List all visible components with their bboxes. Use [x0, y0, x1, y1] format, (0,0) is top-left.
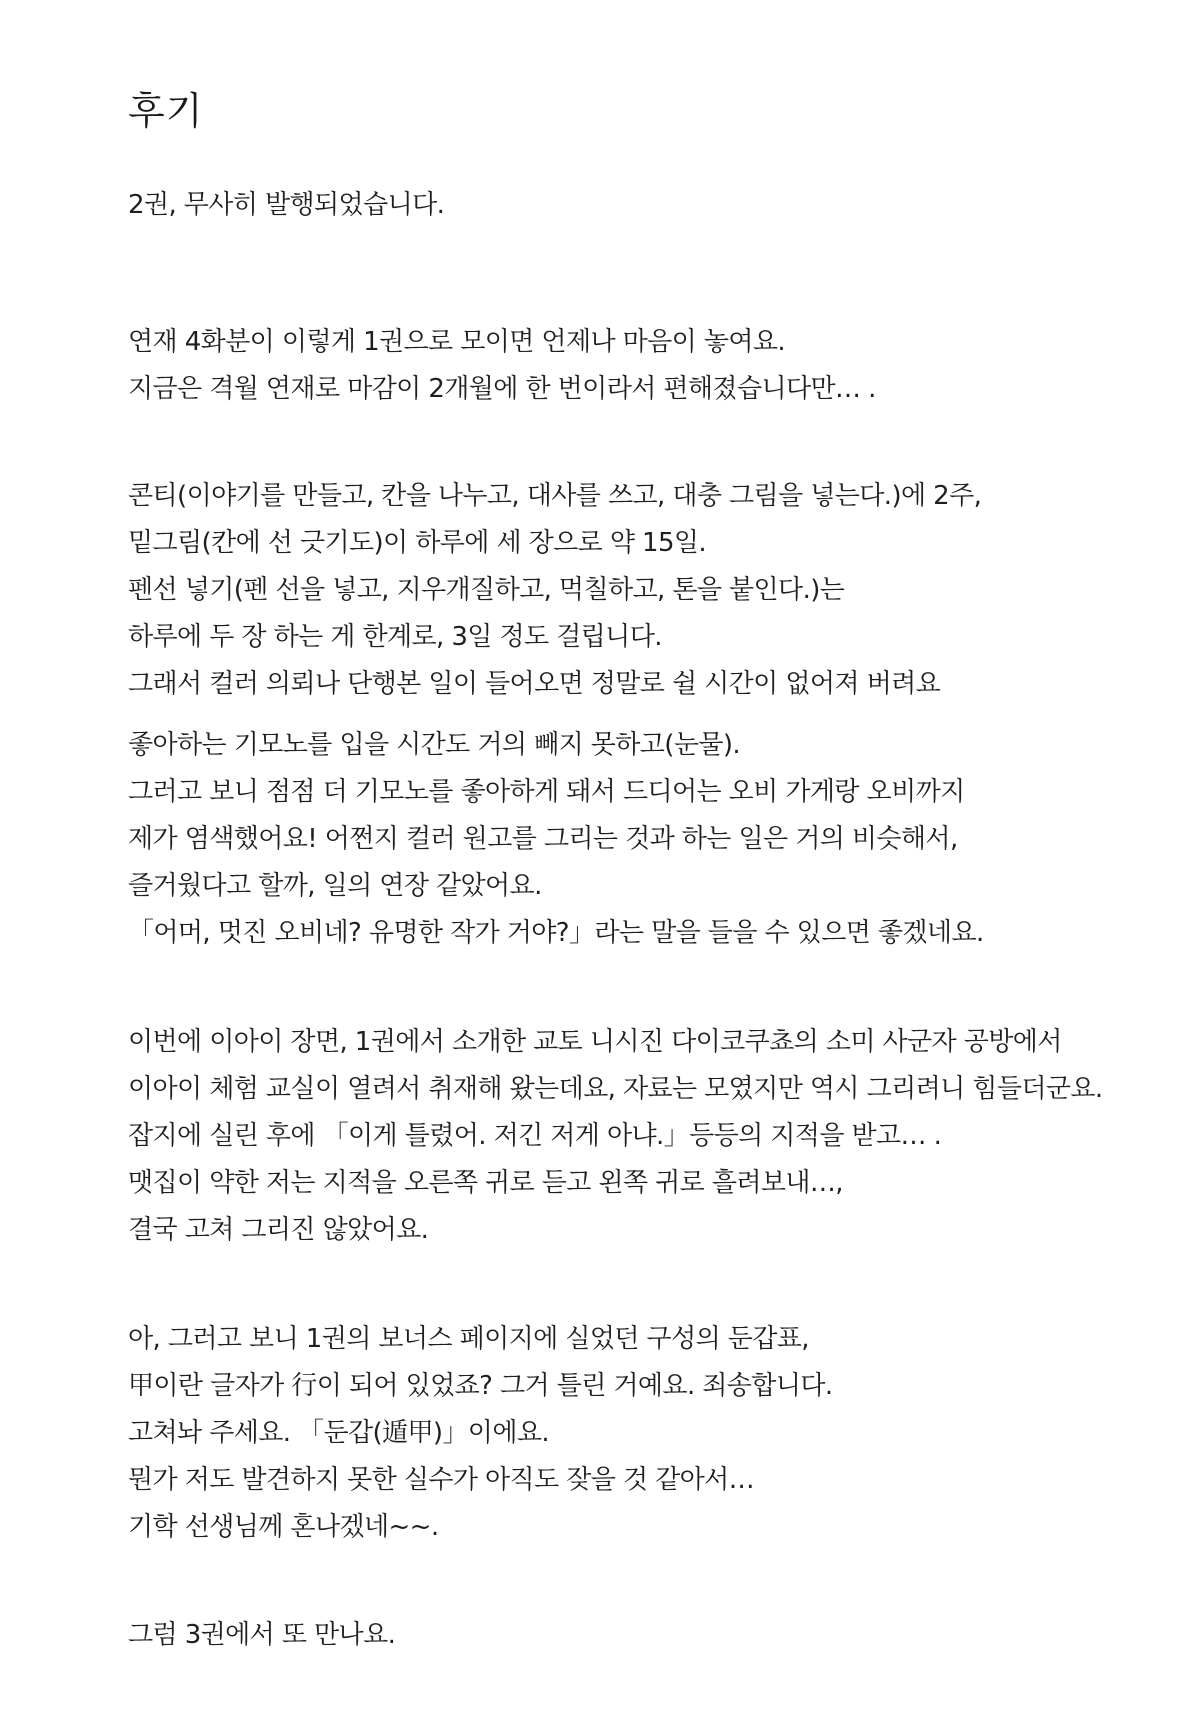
paragraph [128, 1612, 395, 1659]
text-line: 지금은 격월 연재로 마감이 2개월에 한 번이라서 편해졌습니다만… . [128, 374, 876, 404]
text-line: 하루에 두 장 하는 게 한계로, 3일 정도 걸립니다. [128, 622, 662, 652]
page-title: 후기 [128, 89, 204, 133]
text-line: 그래서 컬러 의뢰나 단행본 일이 들어오면 정말로 쉴 시간이 없어져 버려요 [128, 669, 941, 699]
text-line: 즐거웠다고 할까, 일의 연장 같았어요. [128, 871, 542, 901]
paragraph [128, 182, 444, 229]
text-line: 콘티(이야기를 만들고, 칸을 나누고, 대사를 쓰고, 대충 그림을 넣는다.)에 2주, [128, 481, 982, 511]
text-line: 뭔가 저도 발견하지 못한 실수가 아직도 잦을 것 같아서… [128, 1465, 755, 1495]
text-line: 고쳐놔 주세요. 「둔갑(遁甲)」이에요. [128, 1418, 550, 1448]
text-line: 甲이란 글자가 行이 되어 있었죠? 그거 틀린 거예요. 죄송합니다. [128, 1371, 833, 1401]
text-line: 연재 4화분이 이렇게 1권으로 모이면 언제나 마음이 놓여요. [128, 327, 786, 357]
text-line: 이번에 이아이 장면, 1권에서 소개한 교토 니시진 다이코쿠쵸의 소미 사군자 공방에서 [128, 1027, 1062, 1057]
paragraph [128, 722, 984, 957]
text-line: 이아이 체험 교실이 열려서 취재해 왔는데요, 자료는 모였지만 역시 그리려니 힘들더군요. [128, 1074, 1103, 1104]
text-line: 잡지에 실린 후에 「이게 틀렸어. 저긴 저게 아냐.」등등의 지적을 받고… . [128, 1121, 942, 1151]
text-line: 그러고 보니 점점 더 기모노를 좋아하게 돼서 드디어는 오비 가게랑 오비까지 [128, 777, 965, 807]
text-line: 맷집이 약한 저는 지적을 오른쪽 귀로 듣고 왼쪽 귀로 흘려보내…, [128, 1168, 843, 1198]
paragraph [128, 1019, 1103, 1254]
text-line: 기학 선생님께 혼나겠네~~. [128, 1512, 439, 1542]
text-line: 「어머, 멋진 오비네? 유명한 작가 거야?」라는 말을 들을 수 있으면 좋겠네요. [128, 918, 984, 948]
paragraph [128, 473, 981, 708]
text-line: 그럼 3권에서 또 만나요. [128, 1620, 396, 1650]
text-line: 제가 염색했어요! 어쩐지 컬러 원고를 그리는 것과 하는 일은 거의 비슷해서, [128, 824, 958, 854]
paragraph [128, 319, 876, 413]
text-line: 좋아하는 기모노를 입을 시간도 거의 빼지 못하고(눈물). [128, 730, 741, 760]
paragraph [128, 1316, 833, 1551]
text-line: 아, 그러고 보니 1권의 보너스 페이지에 실었던 구성의 둔갑표, [128, 1324, 809, 1354]
text-line: 결국 고쳐 그리진 않았어요. [128, 1215, 429, 1245]
text-line: 밑그림(칸에 선 긋기도)이 하루에 세 장으로 약 15일. [128, 528, 707, 558]
text-line: 펜선 넣기(펜 선을 넣고, 지우개질하고, 먹칠하고, 톤을 붙인다.)는 [128, 575, 845, 605]
text-line: 2권, 무사히 발행되었습니다. [128, 190, 445, 220]
